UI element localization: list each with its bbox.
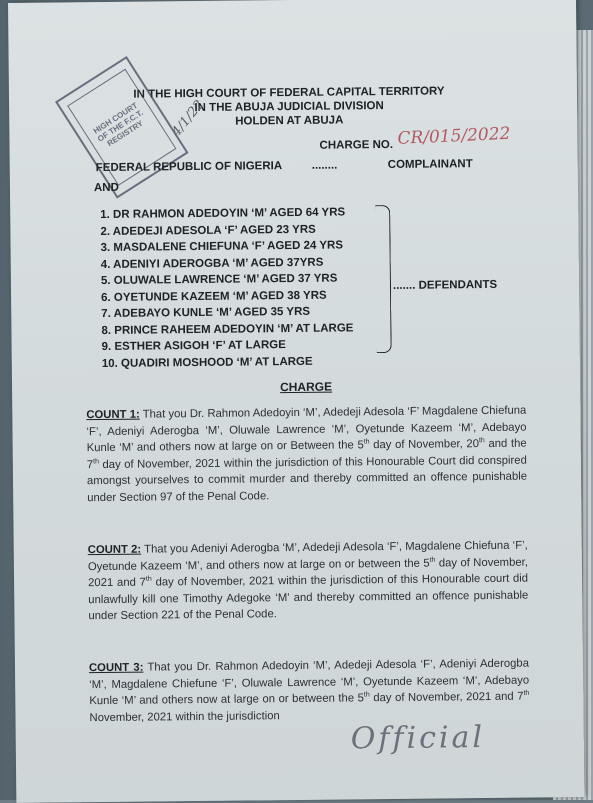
- sup: th: [478, 437, 485, 445]
- count-1-label: COUNT 1:: [86, 408, 140, 422]
- sup: th: [363, 438, 370, 446]
- court-line-2: IN THE ABUJA JUDICIAL DIVISION: [194, 100, 384, 115]
- court-line-1: IN THE HIGH COURT OF FEDERAL CAPITAL TERRITORY: [133, 85, 445, 101]
- count-2-label: COUNT 2:: [87, 543, 142, 557]
- count-1-text: day of November, 2021 within the jurisdiction of this Honourable Court did conspired amongst yourselves to commit murder and thereby committed an offence punishable under Section 97 of the Penal Code.: [86, 454, 528, 504]
- defendant-item: 10. QUADIRI MOSHOOD ‘M’ AT LARGE: [101, 355, 313, 370]
- defendants-list: [100, 204, 354, 372]
- registry-stamp: [55, 56, 189, 199]
- count-2-text: day of November, 2021 and 7: [88, 556, 528, 590]
- official-handwriting: Official: [350, 720, 486, 757]
- count-1-paragraph: [86, 403, 527, 507]
- defendants-label: ....... DEFENDANTS: [392, 278, 498, 292]
- count-2-text: That you Adeniyi Aderogba ‘M’, Adedeji Adesola ‘F’, Magdalene Chiefuna ‘F’, Oyetunde Kazeem ‘M’, and others now at large on or between the 5: [87, 539, 528, 573]
- charge-heading: CHARGE: [279, 379, 333, 395]
- defendant-item: 6. OYETUNDE KAZEEM ‘M’ AGED 38 YRS: [101, 289, 327, 304]
- sup: th: [145, 575, 152, 583]
- complainant-role: COMPLAINANT: [387, 158, 473, 172]
- count-3-label: COUNT 3:: [88, 661, 144, 675]
- count-2-text: day of November, 2021 within the jurisdiction of this Honourable court did unlawfully kill one Timothy Adegoke ‘M’ and thereby committed an offence punishable under Section 221 of the Penal Code.: [88, 572, 529, 623]
- defendant-item: 8. PRINCE RAHEEM ADEDOYIN ‘M’ AT LARGE: [101, 321, 354, 337]
- defendant-item: 3. MASDALENE CHIEFUNA ‘F’ AGED 24 YRS: [100, 239, 344, 255]
- court-line-3: HOLDEN AT ABUJA: [235, 114, 344, 128]
- count-3-text: That you Dr. Rahmon Adedoyin ‘M’, Adedeji Adesola ‘F’, Adeniyi Aderogba ‘M’, Magdalene Chiefune ‘F’, Oluwale Lawrence ‘M’, Oyetunde Kazeem ‘M’, Adebayo Kunle ‘M’ and others now at large on or between the 5: [89, 657, 530, 708]
- defendant-item: 7. ADEBAYO KUNLE ‘M’ AGED 35 YRS: [101, 305, 311, 321]
- defendant-item: 2. ADEDEJI ADESOLA ‘F’ AGED 23 YRS: [100, 223, 316, 238]
- defendant-item: 1. DR RAHMON ADEDOYIN ‘M’ AGED 64 YRS: [100, 206, 346, 222]
- charge-no-label: CHARGE NO.: [319, 138, 394, 152]
- complainant-name: FEDERAL REPUBLIC OF NIGERIA: [95, 160, 283, 175]
- count-2-paragraph: [88, 538, 529, 625]
- count-3-text: day of November, 2021 and 7: [369, 690, 524, 705]
- count-3-paragraph: [89, 656, 530, 727]
- count-1-text: That you Dr. Rahmon Adedoyin ‘M’, Adedeji Adesola ‘F’ Magdalene Chiefuna ‘F’, Adeniyi Aderogba ‘M’, Oluwale Lawrence ‘M’, Oyetunde Kazeem ‘M’, Adebayo Kunle ‘M’ and others now at large on or Between the 5: [86, 404, 527, 455]
- count-1-text: and the 7: [86, 437, 527, 471]
- count-1-text: day of November, 20: [369, 438, 480, 452]
- defendant-item: 5. OLUWALE LAWRENCE ‘M’ AGED 37 YRS: [100, 272, 338, 288]
- charge-no-value: CR/015/2022: [397, 123, 511, 149]
- stamp-text: HIGH COURT OF THE F.C.T. REGISTRY: [91, 100, 145, 149]
- defendant-item: 4. ADENIYI ADEROGBA ‘M’ AGED 37YRS: [100, 256, 324, 271]
- charge-sheet-page: [8, 0, 584, 803]
- sup: th: [523, 689, 530, 697]
- count-3-text: November, 2021 within the jurisdiction: [89, 709, 280, 724]
- stamp-date-handwriting: 4/1/22: [169, 97, 208, 140]
- and-label: AND: [93, 181, 119, 195]
- sup: th: [429, 556, 436, 564]
- sup: th: [93, 457, 99, 465]
- defendant-item: 9. ESTHER ASIGOH ‘F’ AT LARGE: [101, 339, 286, 354]
- sup: th: [363, 691, 370, 699]
- complainant-dots: ........: [311, 159, 338, 172]
- defendants-brace: [375, 205, 392, 353]
